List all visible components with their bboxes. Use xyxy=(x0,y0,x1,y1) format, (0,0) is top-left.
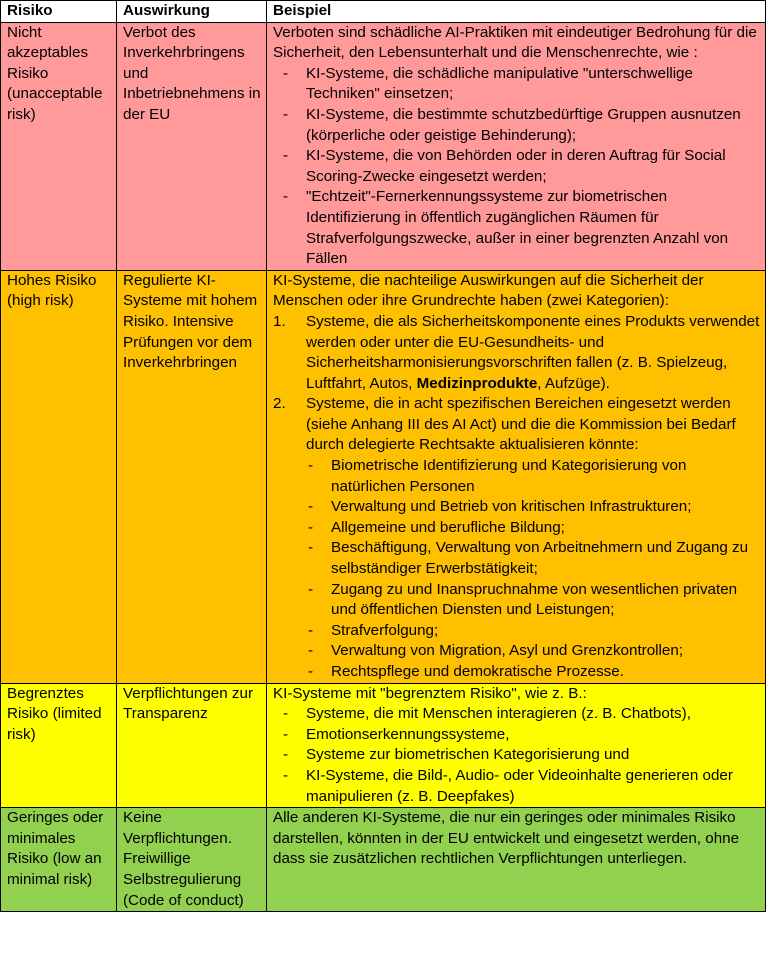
effect-cell: Keine Verpflichtungen. Freiwillige Selbstregulierung (Code of conduct) xyxy=(117,808,267,912)
effect-cell: Verpflichtungen zur Transparenz xyxy=(117,683,267,808)
list-item: - Strafverfolgung; xyxy=(306,621,761,642)
item-text: Systeme, die als Sicherheitskomponente eines Produkts verwendet werden oder unter die EU-Gesundheits- und Sicherheitsharmonisierungsvorschriften fallen (z. B. Spielzeug, Luftfahrt, Autos, xyxy=(306,312,760,392)
table-header-row xyxy=(1,1,766,23)
item-text: Systeme, die in acht spezifischen Bereichen eingesetzt werden (siehe Anhang III des AI Act) und die die Kommission bei Bedarf durch delegierte Rechtsakte aktualisieren könnte: xyxy=(306,395,736,454)
example-cell xyxy=(267,683,766,808)
list-item: - KI-Systeme, die bestimmte schutzbedürftige Gruppen ausnutzen (körperliche oder geistige Behinderung); xyxy=(273,105,761,146)
example-intro: Verboten sind schädliche AI-Praktiken mit eindeutiger Bedrohung für die Sicherheit, den Lebensunterhalt und die Menschenrechte, wie : xyxy=(273,23,757,62)
example-cell xyxy=(267,22,766,270)
list-item: - KI-Systeme, die von Behörden oder in deren Auftrag für Social Scoring-Zwecke eingesetzt werden; xyxy=(273,146,761,187)
example-list xyxy=(273,64,761,270)
list-item: - Emotionserkennungssysteme, xyxy=(273,725,761,746)
effect-cell: Regulierte KI-Systeme mit hohem Risiko. Intensive Prüfungen vor dem Inverkehrbringen xyxy=(117,270,267,683)
list-item: - Allgemeine und berufliche Bildung; xyxy=(306,518,761,539)
table-row xyxy=(1,270,766,683)
table-row xyxy=(1,808,766,912)
risk-cell: Hohes Risiko (high risk) xyxy=(1,270,117,683)
list-item: - Beschäftigung, Verwaltung von Arbeitnehmern und Zugang zu selbständiger Erwerbstätigkeit; xyxy=(306,538,761,579)
item-number: 2. xyxy=(273,395,286,413)
item-bold-text: Medizinprodukte xyxy=(416,374,538,392)
sub-list xyxy=(306,456,761,683)
list-item: - KI-Systeme, die Bild-, Audio- oder Videoinhalte generieren oder manipulieren (z. B. Deepfakes) xyxy=(273,766,761,807)
example-intro: KI-Systeme, die nachteilige Auswirkungen auf die Sicherheit der Menschen oder ihre Grundrechte haben (zwei Kategorien): xyxy=(273,271,704,310)
list-item: - "Echtzeit"-Fernerkennungssysteme zur biometrischen Identifizierung in öffentlich zugänglichen Räumen für Strafverfolgungszwecke, außer in einer begrenzten Anzahl von Fällen xyxy=(273,187,761,269)
header-example: Beispiel xyxy=(267,1,766,23)
list-item: - Systeme zur biometrischen Kategorisierung und xyxy=(273,745,761,766)
item-text: , Aufzüge). xyxy=(537,374,610,392)
example-intro: KI-Systeme mit "begrenztem Risiko", wie z. B.: xyxy=(273,684,587,702)
example-list xyxy=(273,704,761,807)
list-item: - Systeme, die mit Menschen interagieren (z. B. Chatbots), xyxy=(273,704,761,725)
list-item: - KI-Systeme, die schädliche manipulative "unterschwellige Techniken" einsetzen; xyxy=(273,64,761,105)
list-item: - Rechtspflege und demokratische Prozesse. xyxy=(306,662,761,683)
item-number: 1. xyxy=(273,312,286,330)
numbered-list xyxy=(273,312,761,456)
list-item: - Verwaltung und Betrieb von kritischen Infrastrukturen; xyxy=(306,497,761,518)
numbered-item xyxy=(273,312,761,394)
risk-cell: Begrenztes Risiko (limited risk) xyxy=(1,683,117,808)
numbered-item xyxy=(273,394,761,456)
list-item: - Biometrische Identifizierung und Kategorisierung von natürlichen Personen xyxy=(306,456,761,497)
list-item: - Verwaltung von Migration, Asyl und Grenzkontrollen; xyxy=(306,641,761,662)
header-effect: Auswirkung xyxy=(117,1,267,23)
risk-cell: Geringes oder minimales Risiko (low an minimal risk) xyxy=(1,808,117,912)
example-cell xyxy=(267,270,766,683)
effect-cell: Verbot des Inverkehrbringens und Inbetriebnehmens in der EU xyxy=(117,22,267,270)
example-cell xyxy=(267,808,766,912)
list-item: - Zugang zu und Inanspruchnahme von wesentlichen privaten und öffentlichen Diensten und Leistungen; xyxy=(306,580,761,621)
header-risk: Risiko xyxy=(1,1,117,23)
table-row xyxy=(1,683,766,808)
example-intro: Alle anderen KI-Systeme, die nur ein geringes oder minimales Risiko darstellen, könnten in der EU entwickelt und eingesetzt werden, ohne dass sie zusätzlichen rechtlichen Verpflichtungen unterliegen. xyxy=(273,809,740,868)
table-row xyxy=(1,22,766,270)
risk-cell: Nicht akzeptables Risiko (unacceptable risk) xyxy=(1,22,117,270)
